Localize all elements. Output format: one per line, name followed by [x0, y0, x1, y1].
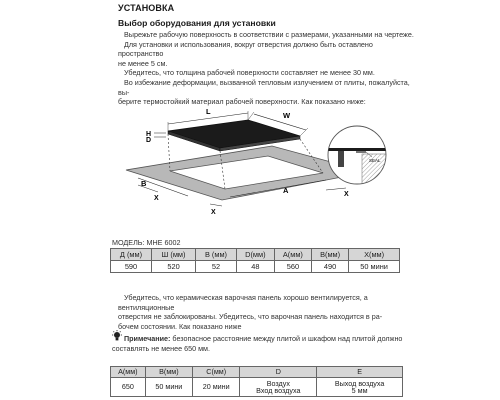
paragraph-space-2: не менее 5 см.	[118, 58, 168, 68]
spec-value-cell: 560	[274, 261, 311, 273]
seal-detail	[326, 124, 388, 186]
spec-header-cell: В (мм)	[196, 249, 237, 261]
label-L: L	[206, 107, 211, 116]
note-text	[124, 334, 414, 344]
vent-header-cell: D	[240, 367, 317, 378]
spec-value-cell: 48	[236, 261, 274, 273]
paragraph-material-2: берите термостойкий материал рабочей поверхности. Как показано ниже:	[118, 97, 366, 107]
hob-top	[168, 120, 300, 148]
spec-table	[110, 248, 400, 273]
spec-header-cell: А(мм)	[274, 249, 311, 261]
paragraph-thickness: Убедитесь, что толщина рабочей поверхности составляет не менее 30 мм.	[124, 68, 375, 78]
ventilation-line-2: отверстия не заблокированы. Убедитесь, что варочная панель находится в ра-	[118, 312, 383, 322]
spec-header-cell: Ш (мм)	[151, 249, 195, 261]
note-line-2: составлять не менее 650 мм.	[112, 344, 210, 353]
vent-header-cell: C(мм)	[193, 367, 240, 378]
label-D: D	[146, 137, 152, 144]
spec-header-row	[111, 249, 400, 261]
label-H: H	[146, 131, 152, 138]
vent-value-row	[111, 378, 403, 397]
label-A: A	[283, 186, 289, 195]
ventilation-line-1: Убедитесь, что керамическая варочная панель хорошо вентилируется, а вентиляционные	[118, 293, 368, 312]
vent-value-cell: 650	[111, 378, 146, 397]
spec-value-cell: 590	[111, 261, 152, 273]
spec-value-row	[111, 261, 400, 273]
vent-value-cell: Воздух Вход воздуха	[240, 378, 317, 397]
label-X-right: X	[344, 191, 349, 198]
vent-header-cell: B(мм)	[145, 367, 192, 378]
paragraph-space-1: Для установки и использования, вокруг отверстия должно быть оставлено пространство	[118, 39, 373, 59]
label-X-left: X	[154, 195, 159, 202]
vent-value-cell: 50 мини	[145, 378, 192, 397]
spec-header-cell: Х(мм)	[349, 249, 400, 261]
spec-header-cell: Д (мм)	[111, 249, 152, 261]
intro-text	[118, 30, 418, 107]
spec-header-cell: В(мм)	[311, 249, 348, 261]
spec-header-cell: D(мм)	[236, 249, 274, 261]
spec-value-cell: 490	[311, 261, 348, 273]
vent-header-cell: A(мм)	[111, 367, 146, 378]
vent-header-row	[111, 367, 403, 378]
vent-header-cell: E	[317, 367, 403, 378]
paragraph-cutout: Вырежьте рабочую поверхность в соответствии с размерами, указанными на чертеже.	[124, 30, 414, 39]
note-line-1: безопасное расстояние между плитой и шкафом над плитой должно	[170, 334, 403, 343]
spec-value-cell: 520	[151, 261, 195, 273]
spec-value-cell: 50 мини	[349, 261, 400, 273]
vent-value-cell: Выход воздуха 5 мм	[317, 378, 403, 397]
note-heading: Примечание:	[124, 334, 171, 343]
vent-table	[110, 366, 403, 397]
sub-title: Выбор оборудования для установки	[118, 18, 276, 28]
model-label: МОДЕЛЬ: MHE 6002	[112, 238, 181, 247]
vent-value-cell: 20 мини	[193, 378, 240, 397]
label-B: B	[141, 179, 147, 188]
label-X-bottom: X	[211, 209, 216, 216]
seal-label: SEAL	[369, 158, 381, 163]
paragraph-material-1: Во избежание деформации, вызванной тепловым излучением от плиты, пожалуйста, вы-	[118, 77, 410, 97]
ventilation-text	[118, 293, 418, 331]
lightbulb-icon	[111, 330, 123, 342]
section-title: УСТАНОВКА	[118, 3, 175, 13]
label-W: W	[283, 111, 291, 120]
ventilation-line-3: бочем состоянии. Как показано ниже	[118, 321, 242, 331]
spec-value-cell: 52	[196, 261, 237, 273]
